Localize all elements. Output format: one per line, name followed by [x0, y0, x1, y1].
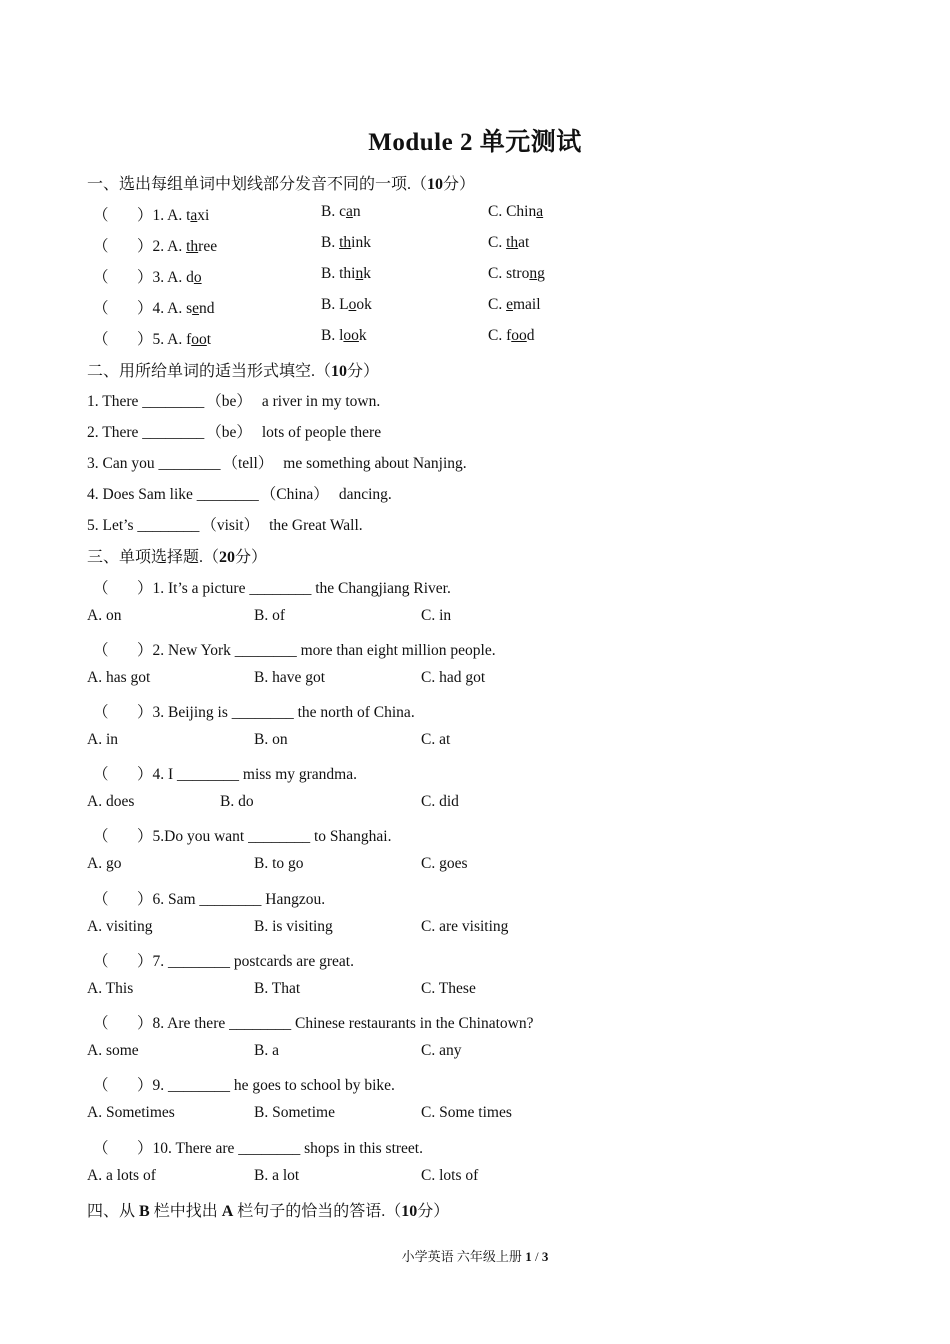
- option-a: A. go: [87, 855, 122, 872]
- option-c: [488, 327, 535, 345]
- section-1-heading: [87, 171, 475, 194]
- option-a-post: t: [206, 331, 212, 348]
- given-word: （be）: [206, 393, 252, 410]
- option-b: B. Sometime: [254, 1104, 335, 1121]
- option-b-pre: B. c: [321, 203, 346, 220]
- fill-blank-item: [87, 482, 392, 504]
- question-paren: （: [93, 300, 109, 317]
- option-c: C. Some times: [421, 1104, 512, 1121]
- option-c-post: mail: [512, 296, 541, 313]
- option-a-post: xi: [197, 207, 210, 224]
- option-c-pre: C. stro: [488, 265, 530, 282]
- question-text: ）8. Are there ________ Chinese restaurants in the Chinatown?: [137, 1015, 534, 1032]
- option-b: B. a lot: [254, 1167, 300, 1184]
- option-a-underlined: o: [193, 269, 202, 286]
- option-c-underlined: th: [506, 234, 519, 251]
- given-word: （tell）: [222, 455, 274, 472]
- question-paren: （: [93, 704, 109, 721]
- option-b: [321, 327, 367, 345]
- option-a: [137, 327, 211, 349]
- option-a: [137, 234, 217, 256]
- section-4-heading-tail: 分）: [417, 1203, 450, 1220]
- footer-page-number: 1: [525, 1249, 532, 1264]
- option-c-underlined: a: [536, 203, 544, 220]
- option-b: B. a: [254, 1042, 279, 1059]
- option-a-underlined: a: [190, 207, 198, 224]
- option-b-underlined: n: [355, 265, 364, 282]
- section-4-heading-mid: 栏中找出: [149, 1203, 222, 1220]
- footer-page-total: 3: [541, 1249, 549, 1264]
- option-a: A. Sometimes: [87, 1104, 175, 1121]
- fill-blank-rest: the Great Wall.: [269, 517, 363, 534]
- question-text: ）9. ________ he goes to school by bike.: [137, 1077, 395, 1094]
- option-c: C. in: [421, 607, 452, 624]
- question-paren: （: [93, 953, 109, 970]
- section-4-heading-text-2: 栏句子的恰当的答语.（: [233, 1203, 402, 1220]
- option-a: A. does: [87, 793, 135, 810]
- option-b-underlined: o: [348, 296, 357, 313]
- question-text: ）10. There are ________ shops in this street.: [137, 1140, 423, 1157]
- option-c: [488, 296, 541, 314]
- question-paren: （: [93, 1015, 109, 1032]
- option-a: [137, 296, 215, 318]
- option-a: A. has got: [87, 669, 151, 686]
- option-a-pre: t: [186, 207, 191, 224]
- option-c-underlined: n: [529, 265, 538, 282]
- question-text: ）2. New York ________ more than eight million people.: [137, 642, 496, 659]
- question-paren: （: [93, 828, 109, 845]
- option-b: B. on: [254, 731, 288, 748]
- option-a: A. on: [87, 607, 122, 624]
- section-2-heading: [87, 358, 379, 381]
- option-b-underlined: th: [339, 234, 352, 251]
- section-4-score: 10: [401, 1203, 418, 1220]
- fill-blank-rest: a river in my town.: [261, 393, 381, 410]
- option-c-post: at: [518, 234, 530, 251]
- option-c-post: d: [526, 327, 535, 344]
- section-2-score: 10: [331, 363, 348, 380]
- section-4-heading-text: 四、从: [87, 1203, 140, 1220]
- question-text: ）6. Sam ________ Hangzou.: [137, 891, 326, 908]
- option-a: A. in: [87, 731, 118, 748]
- question-number: ）2. A.: [137, 238, 187, 255]
- option-b-pre: B. thi: [321, 265, 356, 282]
- option-b-post: n: [352, 203, 361, 220]
- fill-blank-sentence: 3. Can you ________: [87, 455, 221, 472]
- option-c: [488, 203, 543, 221]
- option-b-underlined: a: [345, 203, 353, 220]
- option-b: [321, 203, 361, 221]
- option-a-post: ree: [198, 238, 218, 255]
- option-b-post: k: [363, 265, 371, 282]
- option-b: B. do: [220, 793, 254, 810]
- option-b-underlined: oo: [343, 327, 359, 344]
- option-b: [321, 234, 371, 252]
- option-c-post: g: [537, 265, 545, 282]
- option-c-pre: C.: [488, 296, 507, 313]
- option-b-post: ok: [356, 296, 372, 313]
- question-paren: （: [93, 331, 109, 348]
- option-b-pre: B. l: [321, 327, 344, 344]
- section-4-col-b: B: [139, 1203, 150, 1220]
- page-title: Module 2 单元测试: [368, 129, 582, 156]
- option-c: C. at: [421, 731, 451, 748]
- option-c-pre: C. Chin: [488, 203, 537, 220]
- question-text: ）1. It’s a picture ________ the Changjiang River.: [137, 580, 451, 597]
- option-b: B. to go: [254, 855, 304, 872]
- option-c-underlined: e: [506, 296, 513, 313]
- question-number: ）4. A. s: [137, 300, 193, 317]
- question-text: ）3. Beijing is ________ the north of China.: [137, 704, 415, 721]
- question-text: ）5.Do you want ________ to Shanghai.: [137, 828, 392, 845]
- fill-blank-item: [87, 420, 381, 442]
- option-b: [321, 296, 372, 314]
- given-word: （China）: [260, 486, 329, 503]
- section-1-heading-tail: 分）: [443, 176, 476, 193]
- footer-text: 小学英语 六年级上册: [401, 1249, 526, 1264]
- option-c-underlined: oo: [511, 327, 527, 344]
- option-c: C. These: [421, 980, 476, 997]
- section-1-heading-text: 一、选出每组单词中划线部分发音不同的一项.（: [87, 176, 428, 193]
- question-paren: （: [93, 891, 109, 908]
- section-3-heading: [87, 544, 267, 567]
- question-number: ）1. A.: [137, 207, 187, 224]
- option-a-post: nd: [199, 300, 215, 317]
- option-a: A. a lots of: [87, 1167, 156, 1184]
- option-c: C. had got: [421, 669, 486, 686]
- option-a-underlined: oo: [191, 331, 207, 348]
- option-b: B. have got: [254, 669, 326, 686]
- option-a: A. This: [87, 980, 134, 997]
- option-c: [488, 265, 545, 283]
- option-a-underlined: e: [192, 300, 200, 317]
- fill-blank-rest: me something about Nanjing.: [283, 455, 467, 472]
- option-c-pre: C. f: [488, 327, 512, 344]
- option-b-post: k: [358, 327, 367, 344]
- option-c: C. are visiting: [421, 918, 509, 935]
- option-c: [488, 234, 529, 252]
- question-paren: （: [93, 1140, 109, 1157]
- page-footer: [0, 1246, 950, 1265]
- option-c: C. goes: [421, 855, 468, 872]
- fill-blank-sentence: 5. Let’s ________: [87, 517, 200, 534]
- section-3-heading-tail: 分）: [235, 549, 268, 566]
- question-text: ）4. I ________ miss my grandma.: [137, 766, 357, 783]
- section-3-score: 20: [219, 549, 236, 566]
- option-a: A. some: [87, 1042, 139, 1059]
- option-c: C. any: [421, 1042, 462, 1059]
- fill-blank-sentence: 4. Does Sam like ________: [87, 486, 259, 503]
- fill-blank-rest: dancing.: [338, 486, 392, 503]
- question-paren: （: [93, 580, 109, 597]
- option-c: C. lots of: [421, 1167, 479, 1184]
- given-word: （be）: [206, 424, 252, 441]
- footer-separator: /: [531, 1249, 542, 1264]
- question-text: ）7. ________ postcards are great.: [137, 953, 354, 970]
- option-b-pre: B. L: [321, 296, 349, 313]
- question-number: ）3. A. d: [137, 269, 194, 286]
- question-paren: （: [93, 207, 109, 224]
- option-c: C. did: [421, 793, 459, 810]
- option-b: B. is visiting: [254, 918, 333, 935]
- question-number: ）5. A. f: [137, 331, 192, 348]
- option-a: [137, 203, 209, 225]
- fill-blank-item: [87, 451, 467, 473]
- section-2-heading-tail: 分）: [347, 363, 380, 380]
- section-4-heading: [87, 1198, 449, 1221]
- option-b-post: ink: [351, 234, 371, 251]
- option-a: A. visiting: [87, 918, 153, 935]
- fill-blank-rest: lots of people there: [261, 424, 382, 441]
- fill-blank-sentence: 2. There ________: [87, 424, 205, 441]
- fill-blank-item: [87, 513, 363, 535]
- given-word: （visit）: [201, 517, 260, 534]
- option-a: [137, 265, 202, 287]
- section-2-heading-text: 二、用所给单词的适当形式填空.（: [87, 363, 332, 380]
- question-paren: （: [93, 642, 109, 659]
- option-c-pre: C.: [488, 234, 507, 251]
- option-a-underlined: th: [186, 238, 199, 255]
- question-paren: （: [93, 238, 109, 255]
- option-b-pre: B.: [321, 234, 340, 251]
- section-1-score: 10: [427, 176, 444, 193]
- section-4-col-a: A: [221, 1203, 234, 1220]
- option-b: B. of: [254, 607, 285, 624]
- question-paren: （: [93, 766, 109, 783]
- fill-blank-sentence: 1. There ________: [87, 393, 205, 410]
- option-b: B. That: [254, 980, 301, 997]
- question-paren: （: [93, 1077, 109, 1094]
- section-3-heading-text: 三、单项选择题.（: [87, 549, 220, 566]
- option-b: [321, 265, 371, 283]
- fill-blank-item: [87, 389, 380, 411]
- question-paren: （: [93, 269, 109, 286]
